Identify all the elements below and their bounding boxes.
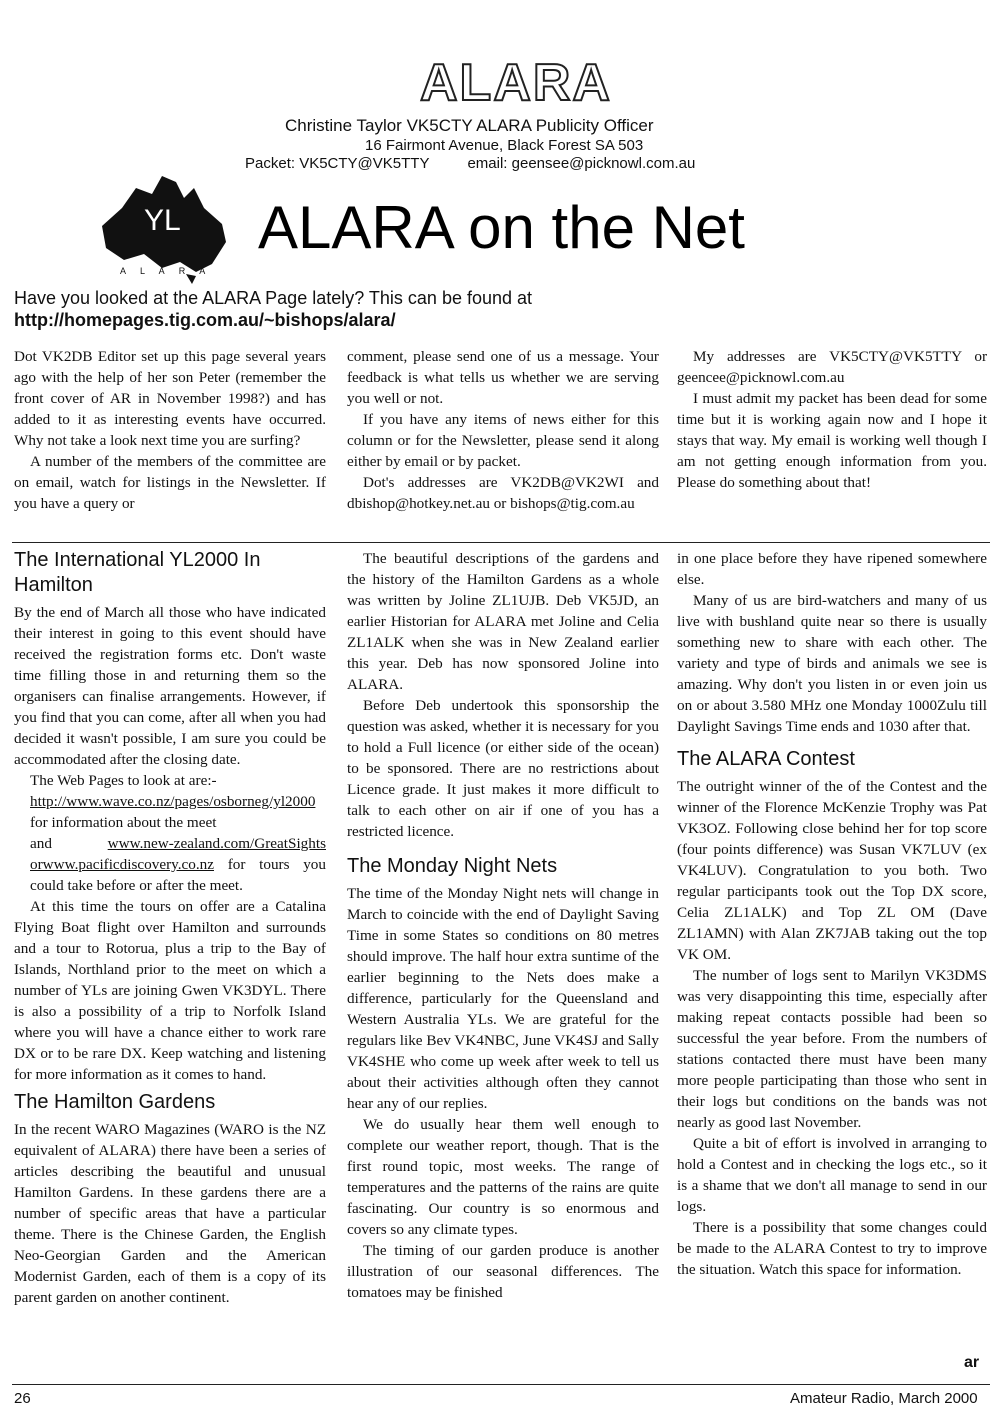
section-divider	[12, 542, 990, 543]
paragraph: The number of logs sent to Marilyn VK3DMS was very disappointing this time, especially after making repeat contacts possible had been so successful the year before. From the numbers of stations contacted there must have been many more people participating than those who sent in their logs but conditions on the bands was not nearly as good last November.	[677, 967, 987, 1131]
paragraph: Quite a bit of effort is involved in arranging to hold a Contest and in checking the logs etc., so it is a shame that we don't all manage to send in our logs.	[677, 1135, 987, 1215]
paragraph: There is a possibility that some changes could be made to the ALARA Contest to try to improve the situation. Watch this space for information.	[677, 1219, 987, 1278]
packet-address: Packet: VK5CTY@VK5TTY	[245, 155, 430, 172]
paragraph: At this time the tours on offer are a Catalina Flying Boat flight over Hamilton and surrounds and a tour to Rotorua, plus a trip to the Bay of Islands, Northland prior to the meet on which a number of YLs are joining Gwen VK3DYL. There is also a possibility of a trip to Norfolk Island where you will have a chance either to work rare DX or to be rare DX. Keep watching and listening for more information as it comes to hand.	[14, 898, 326, 1083]
paragraph: A number of the members of the committee are on email, watch for listings in the Newsletter. If you have a query or	[14, 453, 326, 512]
end-mark: ar	[964, 1354, 980, 1371]
and-word: and	[30, 835, 108, 852]
australia-map-logo	[92, 168, 242, 288]
officer-line: Christine Taylor VK5CTY ALARA Publicity Officer	[285, 116, 654, 135]
paragraph: Dot's addresses are VK2DB@VK2WI and dbishop@hotkey.net.au or bishops@tig.com.au	[347, 474, 659, 512]
bottom-column-2	[347, 548, 659, 1303]
paragraph: If you have any items of news either for this column or for the Newsletter, please send it along either by email or by packet.	[347, 411, 659, 470]
top-column-1	[14, 346, 326, 514]
paragraph: The time of the Monday Night nets will change in March to coincide with the end of Daylight Saving Time in some States so conditions on 80 metres should improve. The half hour extra suntime of the earlier beginning to the Nets does make a difference, particularly for the Queensland and Western Australia YLs. We are grateful for the regulars like Bev VK4NBC, June VK4SJ and Sally VK4SHE who come up week after week to tell us about their activities although often they cannot hear any of our replies.	[347, 885, 659, 1112]
page-title: ALARA on the Net	[258, 194, 745, 261]
section-heading-nets: The Monday Night Nets	[347, 855, 558, 877]
paragraph: We do usually hear them well enough to complete our weather report, though. That is the first round topic, most weeks. The range of temperatures and the patterns of the rains are quite fascinating. Our country is so enormous and covers so any climate types.	[347, 1116, 659, 1238]
web-link[interactable]: http://www.wave.co.nz/pages/osborneg/yl2000	[30, 793, 316, 810]
paragraph	[14, 791, 326, 833]
link-description: for tours you could take before or after the meet.	[30, 856, 326, 894]
section-heading-yl2000: The International YL2000 In Hamilton	[14, 549, 261, 596]
top-column-2	[347, 346, 659, 514]
intro	[14, 287, 532, 331]
paragraph: in one place before they have ripened somewhere else.	[677, 550, 987, 588]
paragraph: Many of us are bird-watchers and many of us live with bushland quite near so there is usually something new to share with each other. The variety and type of birds and animals we see is amazing. Why don't you listen in or even join us on or about 3.580 MHz one Monday 1000Zulu till Daylight Savings Time ends and 1030 after that.	[677, 592, 987, 735]
section-heading-gardens: The Hamilton Gardens	[14, 1091, 216, 1113]
alara-logo: ALARA	[420, 54, 612, 112]
paragraph: Before Deb undertook this sponsorship the question was asked, whether it is necessary for you to hold a Full licence (or either side of the ocean) to be sponsored. There are no restrictions about Licence grade. It just makes it more difficult to talk to each other on air if one of you has a restricted licence.	[347, 697, 659, 840]
alara-url: http://homepages.tig.com.au/~bishops/alara/	[14, 310, 396, 330]
section-heading-contest: The ALARA Contest	[677, 748, 855, 770]
map-ring-text: A L A R A	[120, 266, 212, 276]
top-column-3	[677, 346, 987, 493]
email-address: email: geensee@picknowl.com.au	[467, 155, 696, 172]
link-description: for information about the meet	[30, 814, 217, 831]
paragraph: I must admit my packet has been dead for some time but it is working again now and I hope it stays that way. My email is working well though I am not getting enough information from you. Please do something about that!	[677, 390, 987, 491]
paragraph: In the recent WARO Magazines (WARO is the NZ equivalent of ALARA) there have been a series of articles describing the beautiful and unusual Hamilton Gardens. In these gardens there are a number of specific areas that have a particular theme. There is the Chinese Garden, the English Neo-Georgian Garden and the American Modernist Garden, each of them is a copy of its parent garden on another continent.	[14, 1121, 326, 1306]
paragraph	[14, 833, 326, 896]
paragraph: Dot VK2DB Editor set up this page several years ago with the help of her son Peter (remember the front cover of AR in November 1998?) and has added to it as interesting events have occurred. Why not take a look next time you are surfing?	[14, 348, 326, 449]
paragraph: The outright winner of the of the Contest and the winner of the Florence McKenzie Trophy was Pat VK3OZ. Following close behind her for top score (four points difference) was Susan VK7LUV (ex VK4LUV). Congratulation to you both. Two regular participants took out the Top DX score, Celia ZL1ALK) and Top ZL OM (Dave ZL1AMN) with Alan ZK7JAB taking out the top VK OM.	[677, 778, 987, 963]
bottom-column-3	[677, 548, 987, 1280]
intro-line: Have you looked at the ALARA Page lately? This can be found at	[14, 288, 533, 308]
contact-line	[245, 155, 695, 172]
paragraph: comment, please send one of us a message. Your feedback is what tells us whether we are serving you well or not.	[347, 348, 659, 407]
address-line: 16 Fairmont Avenue, Black Forest SA 503	[365, 137, 644, 154]
magazine-footer: Amateur Radio, March 2000	[790, 1390, 978, 1407]
paragraph: The Web Pages to look at are:-	[30, 772, 217, 789]
bottom-column-1	[14, 548, 326, 1308]
map-yl-text: YL	[144, 204, 181, 237]
paragraph: By the end of March all those who have indicated their interest in going to this event should have received the registration forms etc. Don't waste time filling those in and returning them so the organisers can finalise arrangements. However, if you find that you can come, after all when you had decided it wasn't possible, I am sure you could be accommodated after the closing date.	[14, 604, 326, 768]
page-number: 26	[14, 1390, 31, 1407]
footer-divider	[12, 1384, 990, 1385]
paragraph: The beautiful descriptions of the gardens and the history of the Hamilton Gardens as a whole was written by Joline ZL1UJB. Deb VK5JD, an earlier Historian for ALARA met Joline and Celia ZL1ALK when she was in New Zealand earlier this year. Deb has now sponsored Joline into ALARA.	[347, 550, 659, 693]
web-link[interactable]: www.new-zealand.com/GreatSights orwww.pacificdiscovery.co.nz	[30, 835, 326, 873]
paragraph: The timing of our garden produce is another illustration of our seasonal differences. The tomatoes may be finished	[347, 1242, 659, 1301]
paragraph: My addresses are VK5CTY@VK5TTY or geencee@picknowl.com.au	[677, 348, 987, 386]
